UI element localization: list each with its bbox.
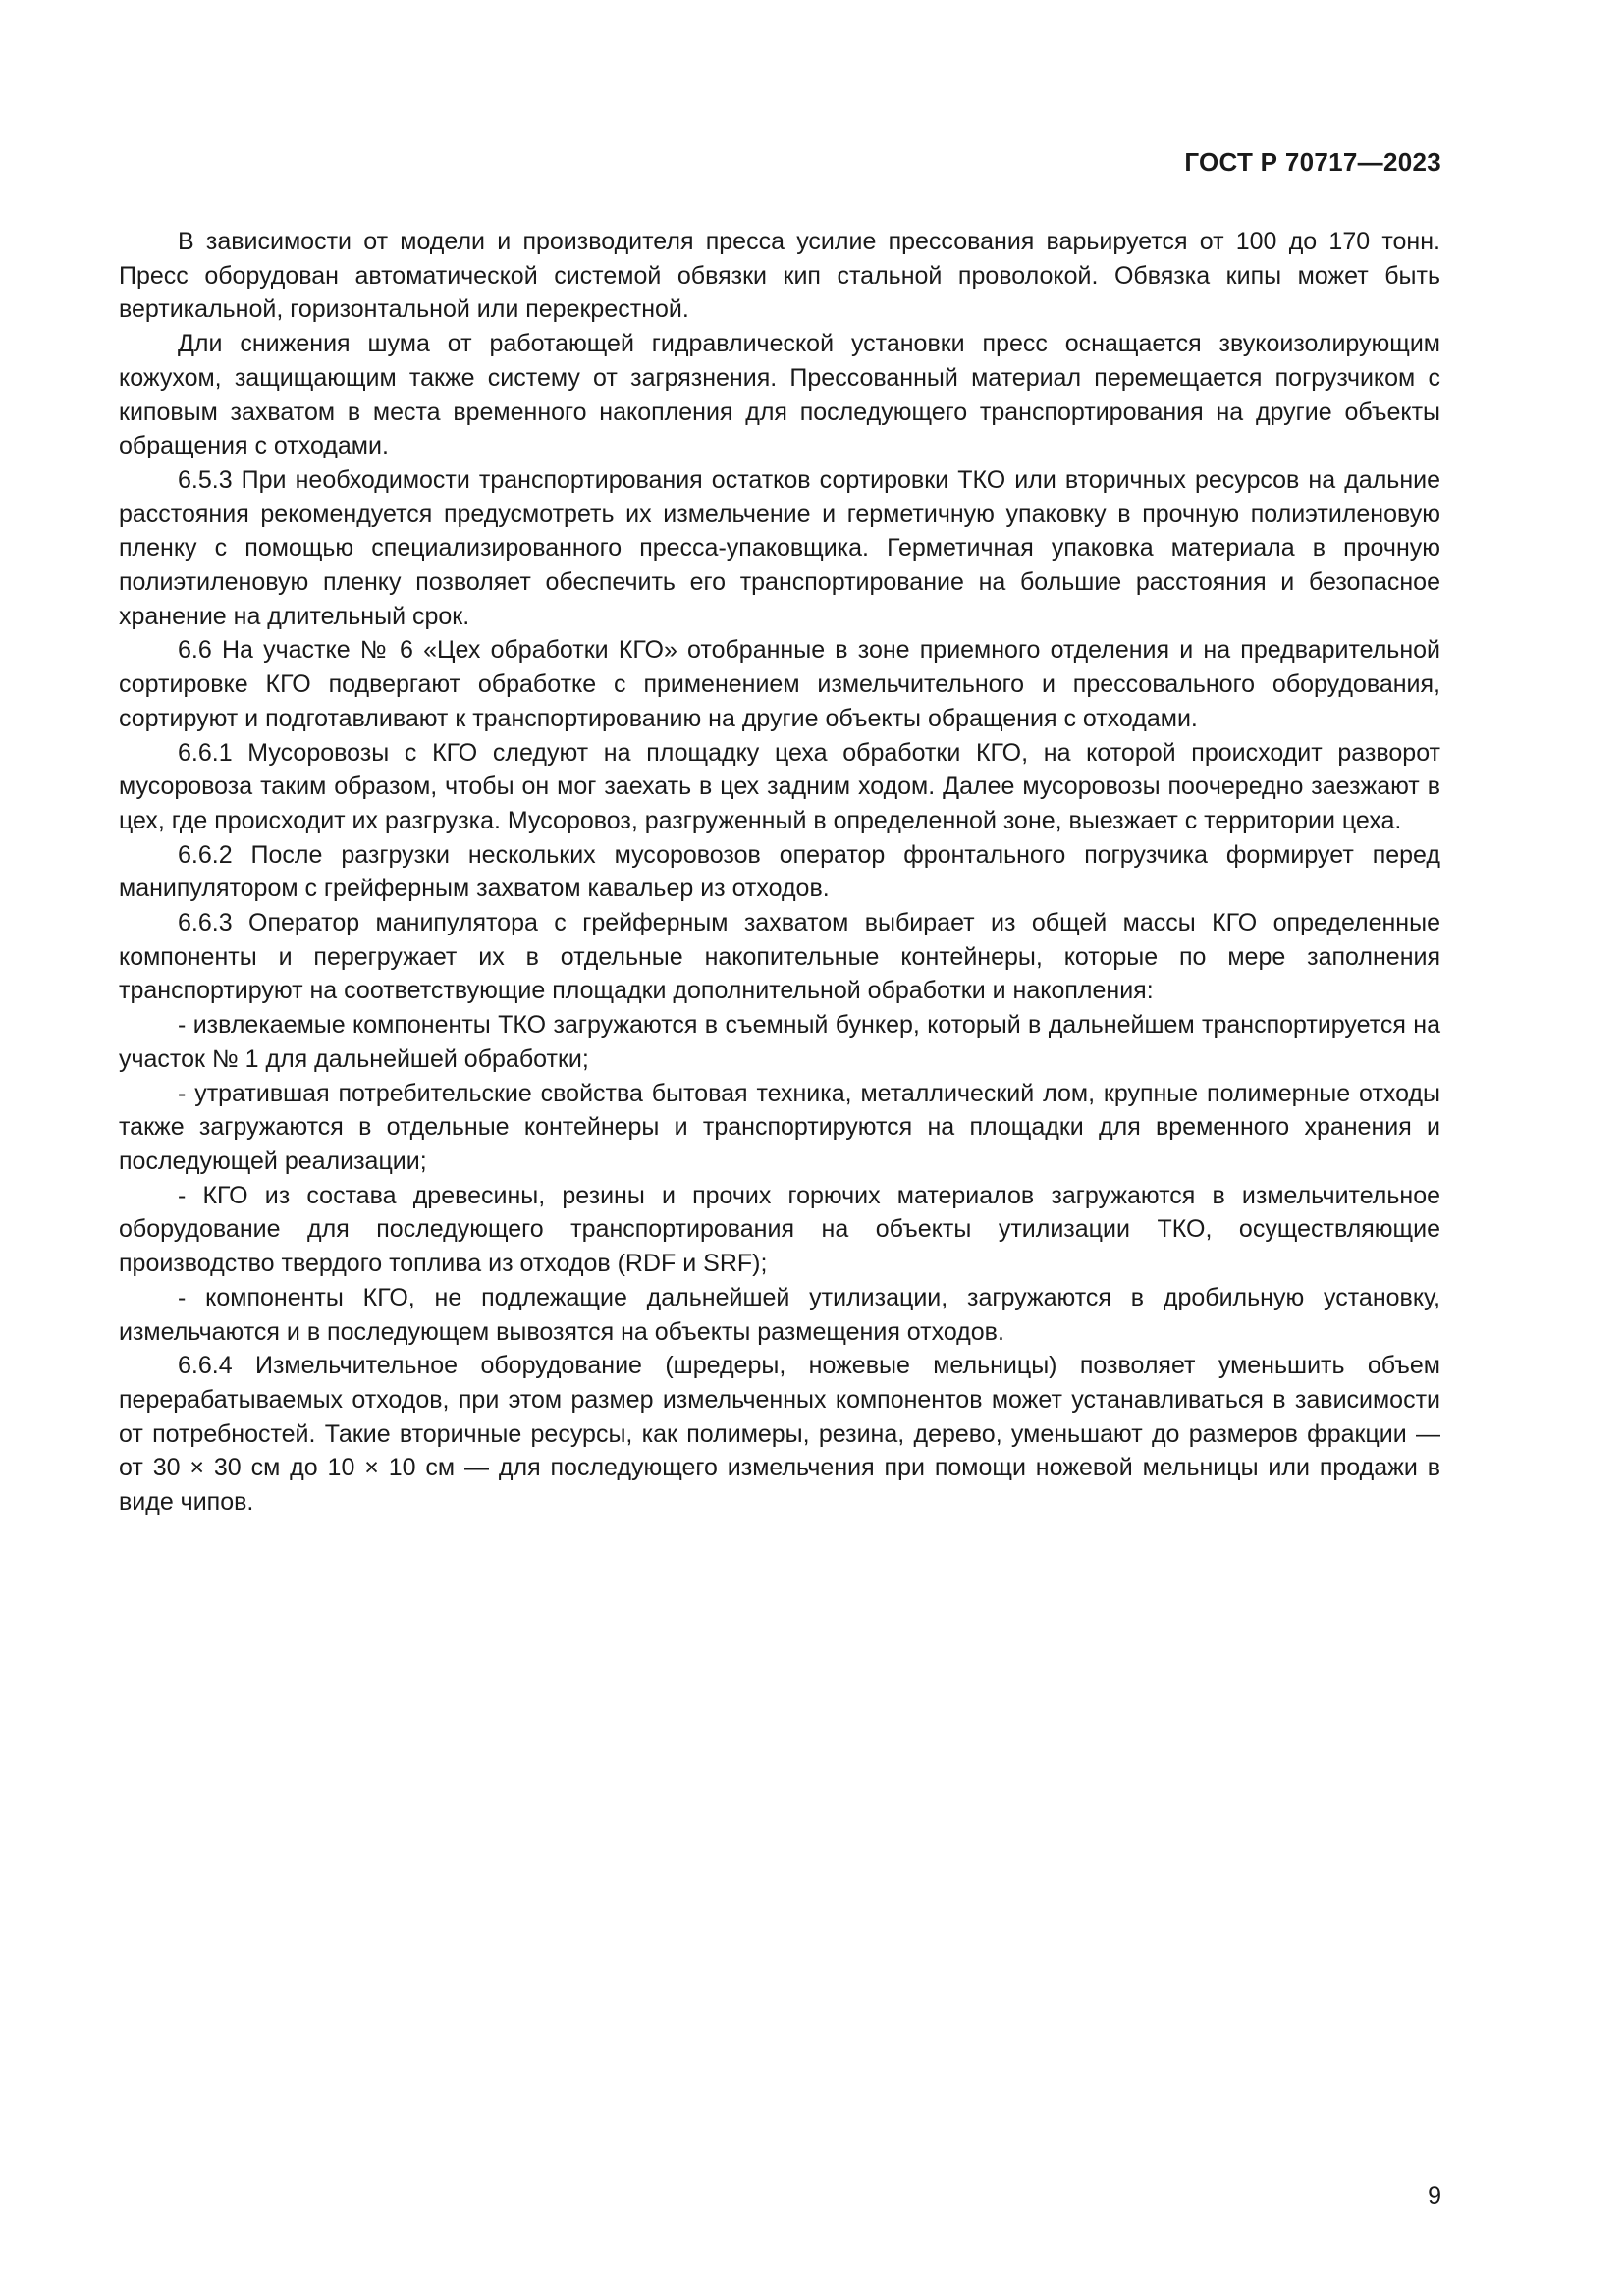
paragraph-press-force: В зависимости от модели и производителя пресса усилие прессования варьируется от 100 до 170 тонн. Пресс оборудован автоматической системой обвязки кип стальной проволокой. Обвязка кипы может быть вертикальной, горизонтальной или перекрестной. [119,228,1440,324]
document-standard-id: ГОСТ Р 70717—2023 [1184,147,1441,177]
paragraph-6-6-3: 6.6.3 Оператор манипулятора с грейферным захватом выбирает из общей массы КГО определенные компоненты и перегружает их в отдельные накопительные контейнеры, которые по мере заполнения транспортируют на соответствующие площадки дополнительной обработки и накопления: [119,909,1440,1005]
paragraph-6-6-2: 6.6.2 После разгрузки нескольких мусоровозов оператор фронтального погрузчика формирует перед манипулятором с грейферным захватом кавальер из отходов. [119,840,1440,903]
paragraph-6-5-3: 6.5.3 При необходимости транспортирования остатков сортировки ТКО или вторичных ресурсов на дальние расстояния рекомендуется предусмотреть их измельчение и герметичную упаковку в прочную полиэтиленовую пленку с помощью специализированного пресса-упаковщика. Герметичная упаковка материала в прочную полиэтиленовую пленку позволяет обеспечить его транспортирование на большие расстояния и безопасное хранение на длительный срок. [119,465,1440,630]
list-item-combustible-kgo: - КГО из состава древесины, резины и прочих горючих материалов загружаются в измельчительное оборудование для последующего транспортирования на объекты утилизации ТКО, осуществляющие производство твердого топлива из отходов (RDF и SRF); [119,1181,1440,1278]
paragraph-6-6: 6.6 На участке № 6 «Цех обработки КГО» отобранные в зоне приемного отделения и на предварительной сортировке КГО подвергают обработке с применением измельчительного и прессовального оборудования, сортируют и подготавливают к транспортированию на другие объекты обращения с отходами. [119,636,1440,732]
list-item-non-recyclable: - компоненты КГО, не подлежащие дальнейшей утилизации, загружаются в дробильную установку, измельчаются и в последующем вывозятся на объекты размещения отходов. [119,1283,1440,1346]
paragraph-6-6-1: 6.6.1 Мусоровозы с КГО следуют на площадку цеха обработки КГО, на которой происходит разворот мусоровоза таким образом, чтобы он мог заехать в цех задним ходом. Далее мусоровозы поoчередно заезжают в цех, где происходит их разгрузка. Мусоровоз, разгруженный в определенной зоне, выезжает с территории цеха. [119,738,1440,834]
list-item-appliances-scrap: - утратившая потребительские свойства бытовая техника, металлический лом, крупные полимерные отходы также загружаются в отдельные контейнеры и транспортируются на площадки для временного хранения и последующей реализации; [119,1079,1440,1175]
paragraph-noise-reduction: Дли снижения шума от работающей гидравлической установки пресс оснащается звукоизолирующим кожухом, защищающим также систему от загрязнения. Прессованный материал перемещается погрузчиком с киповым захватом в места временного накопления для последующего транспортирования на другие объекты обращения с отходами. [119,330,1440,460]
list-item-tko-components: - извлекаемые компоненты ТКО загружаются в съемный бункер, который в дальнейшем транспортируется на участок № 1 для дальнейшей обработки; [119,1011,1440,1073]
paragraph-6-6-4: 6.6.4 Измельчительное оборудование (шредеры, ножевые мельницы) позволяет уменьшить объем перерабатываемых отходов, при этом размер измельченных компонентов может устанавливаться в зависимости от потребностей. Такие вторичные ресурсы, как полимеры, резина, дерево, уменьшают до размеров фракции — от 30 × 30 см до 10 × 10 см — для последующего измельчения при помощи ножевой мельницы или продажи в виде чипов. [119,1352,1440,1517]
document-body [119,225,1440,1520]
page-number: 9 [1428,2182,1441,2210]
